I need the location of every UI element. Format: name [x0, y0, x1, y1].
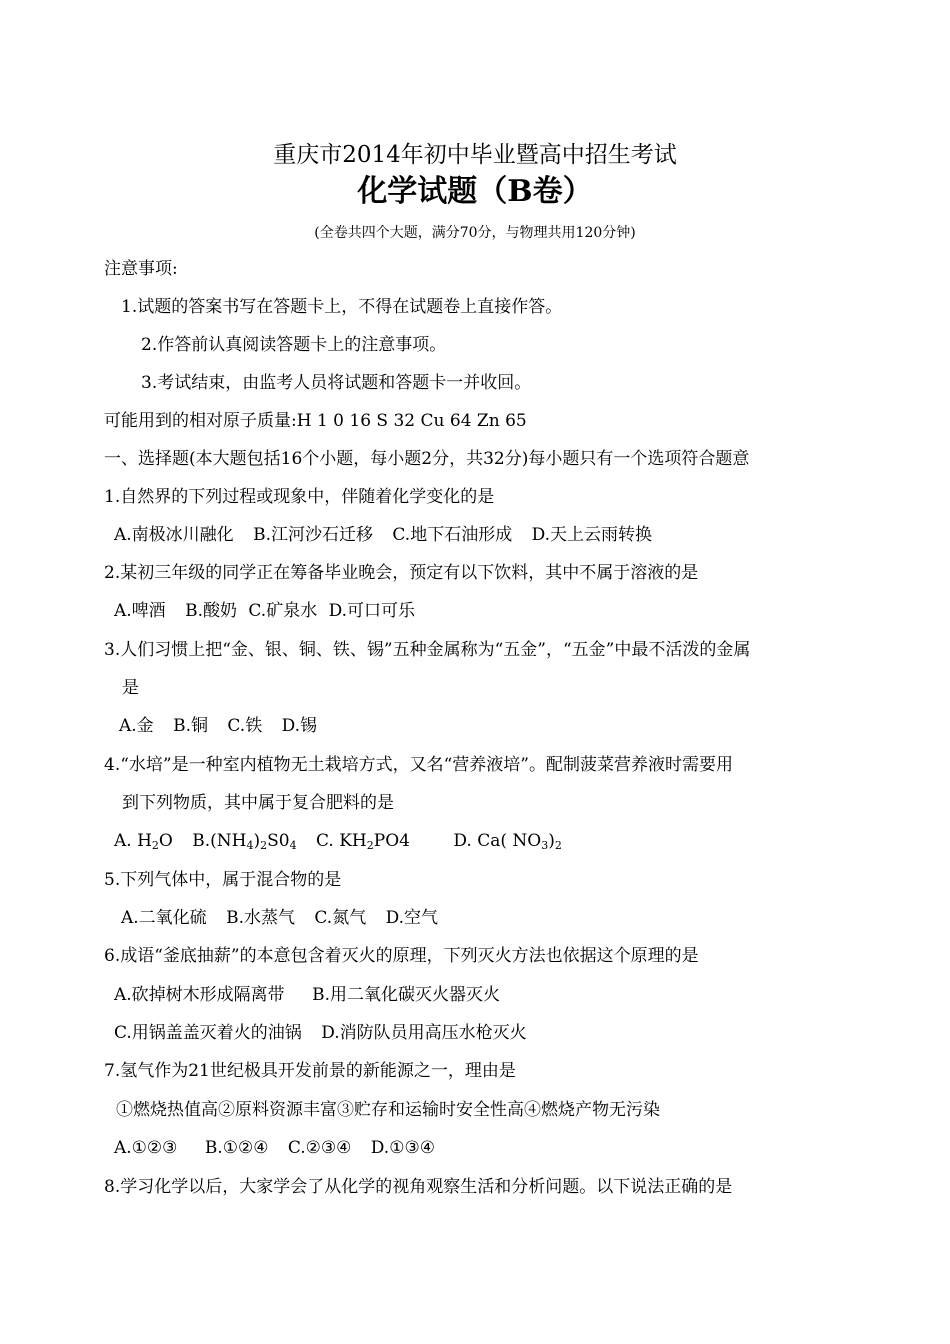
question-2-stem: 2.某初三年级的同学正在筹备毕业晚会，预定有以下饮料，其中不属于溶液的是	[104, 563, 699, 583]
option-b: B.水蒸气	[226, 908, 295, 928]
exam-title: 重庆市2014年初中毕业暨高中招生考试	[273, 142, 677, 168]
option-d: D. Ca( $NO_3)_2$	[453, 831, 562, 852]
question-7-statements: ①燃烧热值高②原料资源丰富③贮存和运输时安全性高④燃烧产物无污染	[116, 1100, 660, 1120]
option-c: C.铁	[227, 716, 263, 736]
option-b: $B.(NH_4)_2S0_4$	[192, 831, 297, 852]
question-1-options	[114, 524, 666, 546]
question-2-options	[114, 600, 429, 622]
exam-subtitle: 化学试题（B卷）	[357, 174, 593, 209]
option-a: A.啤酒	[114, 601, 166, 621]
exam-note: (全卷共四个大题，满分70分，与物理共用120分钟)	[314, 225, 636, 241]
option-d: D.①③④	[370, 1138, 435, 1158]
option-d: D.空气	[385, 908, 439, 928]
option-c: C.氮气	[314, 908, 367, 928]
notice-heading: 注意事项:	[104, 259, 178, 279]
section-heading: 一、选择题(本大题包括16个小题，每小题2分，共32分)每小题只有一个选项符合题意	[104, 449, 750, 469]
question-3-stem-line1: 3.人们习惯上把“金、银、铜、铁、锡”五种金属称为“五金”，“五金”中最不活泼的金属	[104, 640, 751, 660]
question-3-stem-line2: 是	[122, 678, 139, 698]
notice-item-2: 2.作答前认真阅读答题卡上的注意事项。	[141, 335, 447, 355]
question-5-options	[121, 907, 452, 929]
option-a: A.南极冰川融化	[114, 525, 234, 545]
option-d: D.天上云雨转换	[531, 525, 653, 545]
question-4-stem-line1: 4.“水培”是一种室内植物无土栽培方式，又名“营养液培”。配制菠菜营养液时需要用	[104, 755, 733, 775]
option-d: D.可口可乐	[328, 601, 416, 621]
question-6-stem: 6.成语“釜底抽薪”的本意包含着灭火的原理，下列灭火方法也依据这个原理的是	[104, 946, 699, 966]
option-c: C.矿泉水	[248, 601, 318, 621]
question-8-stem: 8.学习化学以后，大家学会了从化学的视角观察生活和分析问题。以下说法正确的是	[104, 1177, 733, 1197]
question-3-options	[119, 715, 331, 737]
option-b: B.江河沙石迁移	[253, 525, 373, 545]
question-5-stem: 5.下列气体中，属于混合物的是	[104, 870, 342, 890]
question-7-stem: 7.氢气作为21世纪极具开发前景的新能源之一，理由是	[104, 1061, 516, 1081]
option-c: C. $KH_2PO4$	[316, 831, 410, 852]
notice-item-1: 1.试题的答案书写在答题卡上，不得在试题卷上直接作答。	[121, 297, 563, 317]
option-b: B.用二氧化碳灭火器灭火	[312, 985, 500, 1005]
notice-item-3: 3.考试结束，由监考人员将试题和答题卡一并收回。	[141, 373, 532, 393]
question-4-options	[114, 830, 576, 852]
option-b: B.酸奶	[185, 601, 237, 621]
option-a: A.金	[119, 716, 154, 736]
question-6-options-line1	[114, 984, 514, 1006]
option-d: D.消防队员用高压水枪灭火	[321, 1023, 527, 1043]
question-7-options	[114, 1137, 449, 1159]
question-4-stem-line2: 到下列物质，其中属于复合肥料的是	[122, 793, 394, 813]
option-a: A.①②③	[114, 1138, 178, 1158]
option-a: A. $H_2O$	[114, 831, 173, 852]
option-b: B.铜	[173, 716, 208, 736]
atomic-masses: 可能用到的相对原子质量:H 1 0 16 S 32 Cu 64 Zn 65	[104, 411, 527, 431]
question-6-options-line2	[114, 1022, 541, 1044]
option-c: C.②③④	[287, 1138, 352, 1158]
option-c: C.用锅盖盖灭着火的油锅	[114, 1023, 302, 1043]
option-b: B.①②④	[204, 1138, 269, 1158]
option-a: A.二氧化硫	[121, 908, 207, 928]
option-a: A.砍掉树木形成隔离带	[114, 985, 285, 1005]
question-1-stem: 1.自然界的下列过程或现象中，伴随着化学变化的是	[104, 487, 495, 507]
option-d: D.锡	[281, 716, 318, 736]
option-c: C.地下石油形成	[392, 525, 513, 545]
